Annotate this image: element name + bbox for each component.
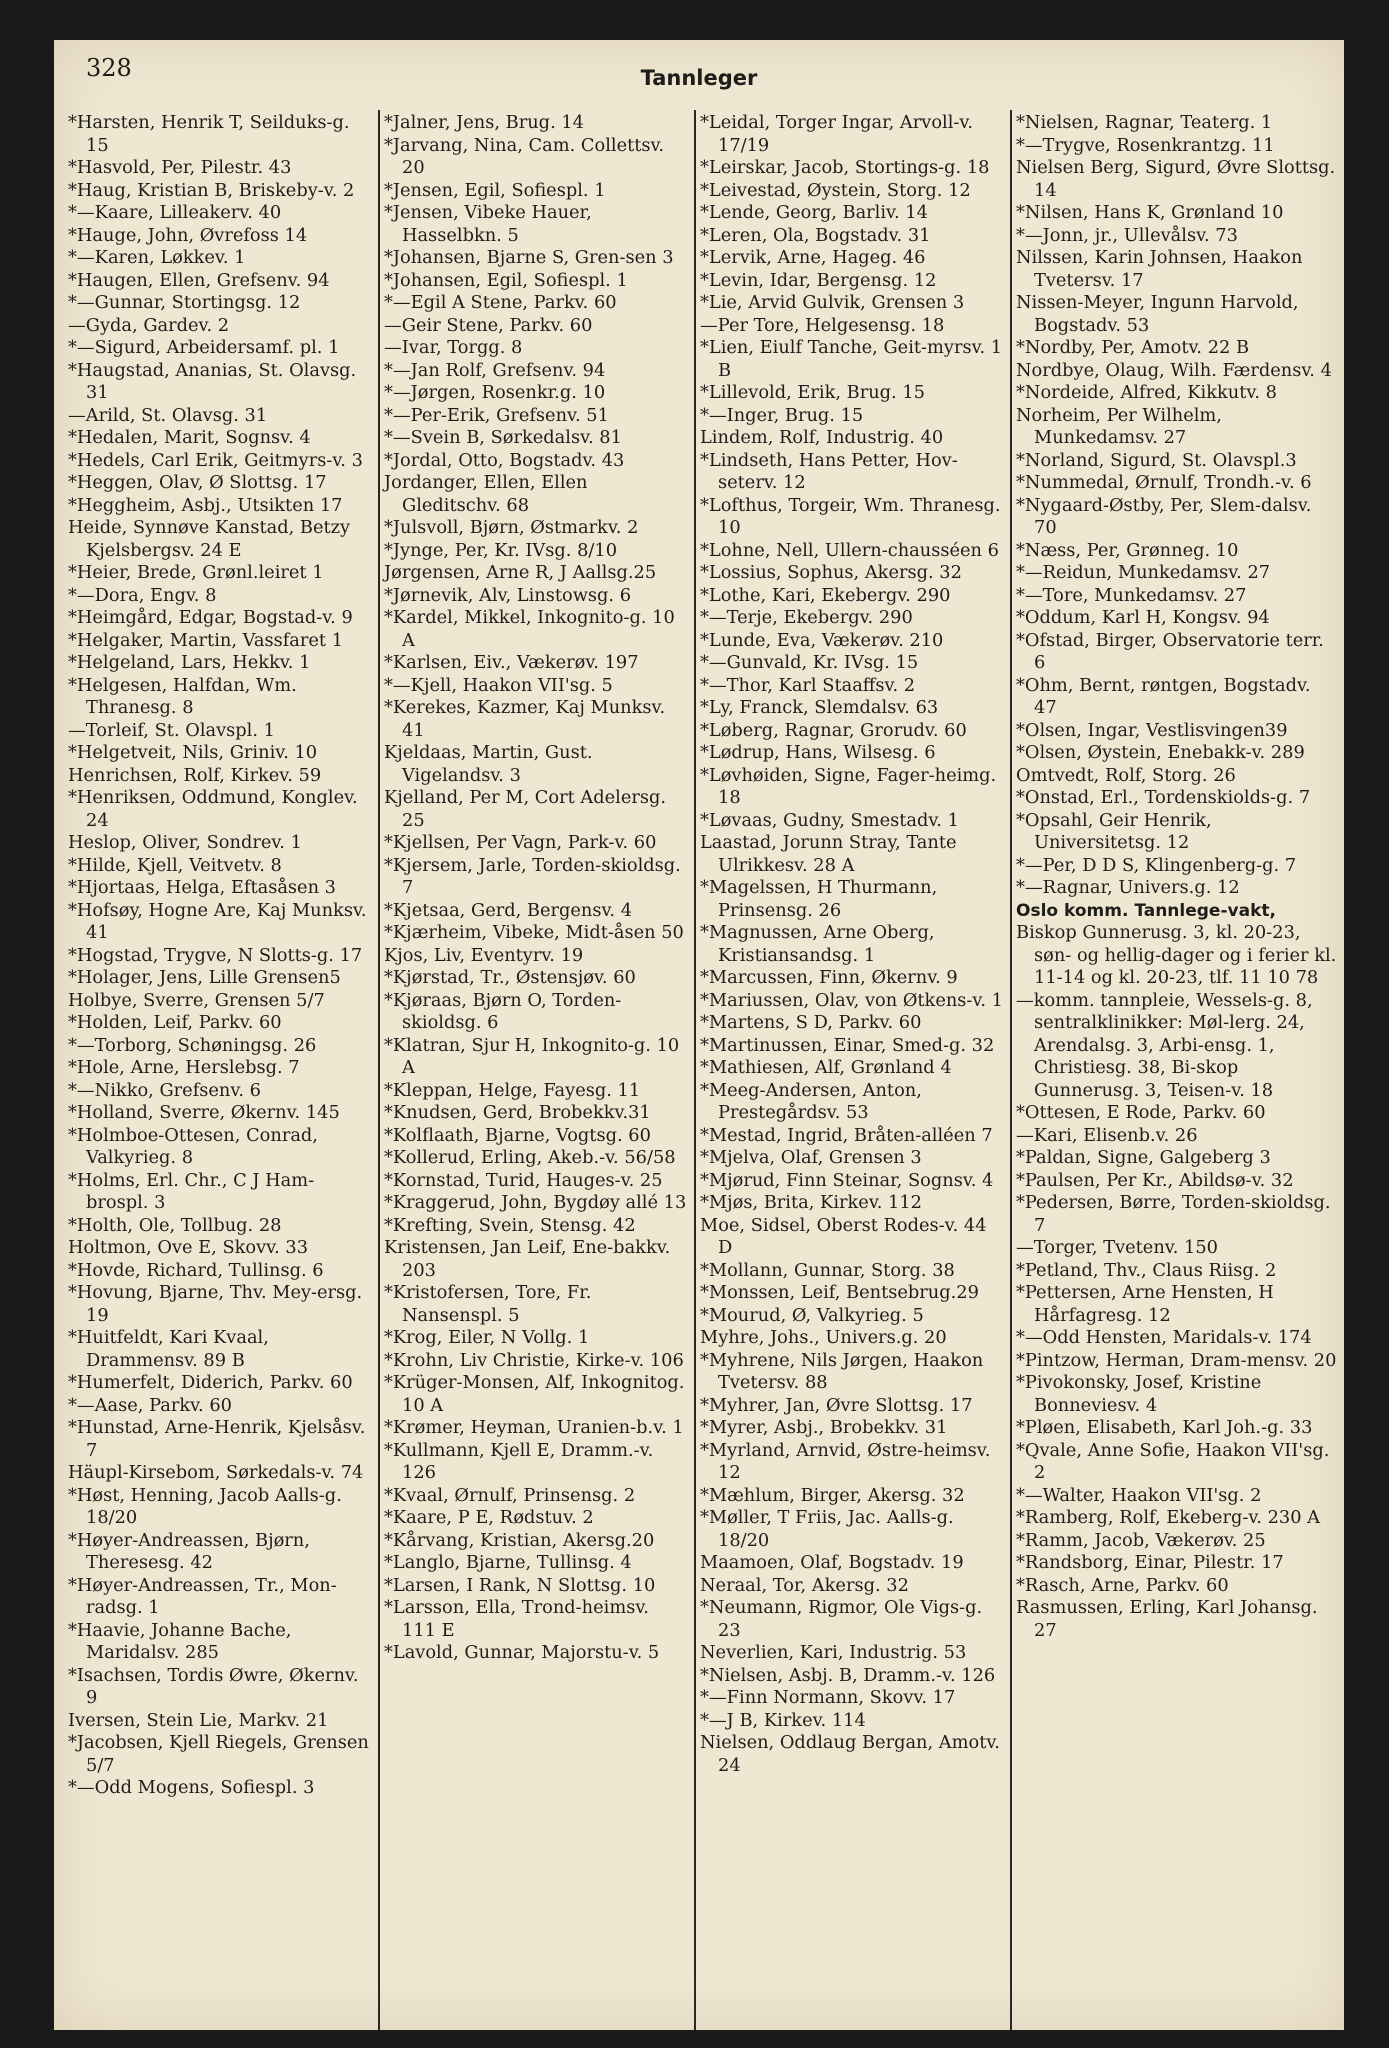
directory-entry: *Lien, Eiulf Tanche, Geit-myrsv. 1 B xyxy=(700,337,1008,381)
directory-entry: *Holden, Leif, Parkv. 60 xyxy=(68,1012,282,1033)
directory-entry: *Monssen, Leif, Bentsebrug.29 xyxy=(700,1282,979,1303)
directory-entry: *Levin, Idar, Bergensg. 12 xyxy=(700,269,937,291)
directory-entry: *—Terje, Ekebergv. 290 xyxy=(700,607,913,628)
directory-entry: *Holager, Jens, Lille Grensen5 xyxy=(68,967,341,988)
directory-entry: *Nygaard-Østby, Per, Slem-dalsv. 70 xyxy=(1016,494,1318,538)
directory-entry: Henrichsen, Rolf, Kirkev. 59 xyxy=(68,764,322,786)
directory-entry: *Ohm, Bernt, røntgen, Bogstadv. 47 xyxy=(1016,674,1317,718)
directory-entry: *Neumann, Rigmor, Ole Vigs-g. 23 xyxy=(700,1597,988,1641)
directory-entry: —Gyda, Gardev. 2 xyxy=(68,314,230,336)
directory-entry: *Heggen, Olav, Ø Slottsg. 17 xyxy=(68,472,327,493)
column-4 xyxy=(1016,112,1342,1642)
directory-entry: *Lavold, Gunnar, Majorstu-v. 5 xyxy=(384,1642,660,1663)
directory-entry: *Klatran, Sjur H, Inkognito-g. 10 A xyxy=(384,1034,685,1078)
directory-entry: *Kullmann, Kjell E, Dramm.-v. 126 xyxy=(384,1439,659,1483)
directory-entry: *Kjersem, Jarle, Torden-skioldsg. 7 xyxy=(384,854,687,898)
directory-entry: *Ramm, Jacob, Vækerøv. 25 xyxy=(1016,1529,1266,1551)
directory-entry: Moe, Sidsel, Oberst Rodes-v. 44 D xyxy=(700,1214,993,1258)
directory-entry: *—Dora, Engv. 8 xyxy=(68,584,217,606)
directory-entry: *Løvaas, Gudny, Smestadv. 1 xyxy=(700,809,959,831)
directory-entry: *Mourud, Ø, Valkyrieg. 5 xyxy=(700,1304,924,1326)
directory-entry: *Mollann, Gunnar, Storg. 38 xyxy=(700,1259,955,1281)
directory-entry: *Lothe, Kari, Ekebergv. 290 xyxy=(700,584,951,606)
directory-entry: *Larsen, I Rank, N Slottsg. 10 xyxy=(384,1574,656,1596)
directory-entry: *Jynge, Per, Kr. IVsg. 8/10 xyxy=(384,539,618,561)
directory-entry: —Arild, St. Olavsg. 31 xyxy=(68,404,268,426)
directory-entry: *Holland, Sverre, Økernv. 145 xyxy=(68,1102,340,1123)
directory-entry: Oslo komm. Tannlege-vakt, xyxy=(1016,900,1276,921)
directory-entry: *Nilsen, Hans K, Grønland 10 xyxy=(1016,202,1284,223)
directory-entry: Kristensen, Jan Leif, Ene-bakkv. 203 xyxy=(384,1237,676,1281)
directory-entry: *—Torborg, Schøningsg. 26 xyxy=(68,1034,317,1056)
directory-entry: *Marcussen, Finn, Økernv. 9 xyxy=(700,967,958,988)
directory-entry: *Meeg-Andersen, Anton, Prestegårdsv. 53 xyxy=(700,1079,928,1123)
directory-entry: Biskop Gunnerusg. 3, kl. 20-23, søn- og hellig-dager og i ferier kl. 11-14 og kl. 20-23, tlf. 11 10 78 xyxy=(1016,922,1342,988)
directory-entry: *—Ragnar, Univers.g. 12 xyxy=(1016,877,1240,898)
directory-page xyxy=(54,40,1344,2030)
directory-entry: *—Karen, Løkkev. 1 xyxy=(68,247,246,268)
directory-entry: *Myrer, Asbj., Brobekkv. 31 xyxy=(700,1417,948,1438)
column-3 xyxy=(700,112,1008,1777)
directory-entry: *Nordby, Per, Amotv. 22 B xyxy=(1016,337,1250,358)
directory-entry: *Møller, T Friis, Jac. Aalls-g. 18/20 xyxy=(700,1507,960,1551)
directory-entry: Nielsen Berg, Sigurd, Øvre Slottsg. 14 xyxy=(1016,157,1341,201)
directory-entry: Kjelland, Per M, Cort Adelersg. 25 xyxy=(384,787,672,831)
directory-entry: Maamoen, Olaf, Bogstadv. 19 xyxy=(700,1552,964,1573)
directory-entry: Neverlien, Kari, Industrig. 53 xyxy=(700,1642,967,1663)
directory-entry: *Nielsen, Asbj. B, Dramm.-v. 126 xyxy=(700,1664,996,1686)
directory-entry: *Ofstad, Birger, Observatorie terr. 6 xyxy=(1016,629,1330,673)
directory-entry: *Mariussen, Olav, von Øtkens-v. 1 xyxy=(700,989,1003,1011)
directory-entry: *Heimgård, Edgar, Bogstad-v. 9 xyxy=(68,607,353,628)
directory-entry: Holtmon, Ove E, Skovv. 33 xyxy=(68,1237,309,1258)
directory-entry: *Kornstad, Turid, Hauges-v. 25 xyxy=(384,1169,663,1191)
directory-entry: *Randsborg, Einar, Pilestr. 17 xyxy=(1016,1552,1284,1573)
directory-entry: *Nummedal, Ørnulf, Trondh.-v. 6 xyxy=(1016,472,1312,493)
directory-entry: *Langlo, Bjarne, Tullinsg. 4 xyxy=(384,1552,632,1573)
directory-entry: *Pivokonsky, Josef, Kristine Bonneviesv. 4 xyxy=(1016,1372,1267,1416)
directory-entry: *Hofsøy, Hogne Are, Kaj Munksv. 41 xyxy=(68,899,373,943)
directory-entry: *Qvale, Anne Sofie, Haakon VII'sg. 2 xyxy=(1016,1439,1336,1483)
directory-entry: *—Svein B, Sørkedalsv. 81 xyxy=(384,427,622,448)
directory-entry: —Kari, Elisenb.v. 26 xyxy=(1016,1124,1198,1146)
directory-entry: Lindem, Rolf, Industrig. 40 xyxy=(700,427,944,448)
directory-entry: *—Reidun, Munkedamsv. 27 xyxy=(1016,562,1271,583)
directory-entry: *Jacobsen, Kjell Riegels, Grensen 5/7 xyxy=(68,1732,375,1776)
directory-entry: *—Tore, Munkedamsv. 27 xyxy=(1016,584,1247,606)
column-divider xyxy=(694,110,696,2030)
directory-entry: Nordbye, Olaug, Wilh. Færdensv. 4 xyxy=(1016,359,1332,381)
directory-entry: *Huitfeldt, Kari Kvaal, Drammensv. 89 B xyxy=(68,1327,275,1371)
directory-entry: *—Jørgen, Rosenkr.g. 10 xyxy=(384,382,606,403)
directory-entry: *Harsten, Henrik T, Seilduks-g. 15 xyxy=(68,112,356,156)
directory-entry: Nilssen, Karin Johnsen, Haakon Tvetersv. 17 xyxy=(1016,247,1309,291)
directory-entry: *—Gunvald, Kr. IVsg. 15 xyxy=(700,652,919,673)
directory-entry: *—Kjell, Haakon VII'sg. 5 xyxy=(384,674,613,696)
directory-entry: *—Walter, Haakon VII'sg. 2 xyxy=(1016,1484,1262,1506)
directory-entry: *Kollerud, Erling, Akeb.-v. 56/58 xyxy=(384,1147,676,1168)
directory-entry: *Lossius, Sophus, Akersg. 32 xyxy=(700,562,962,583)
directory-entry: *Pettersen, Arne Hensten, H Hårfagresg. 12 xyxy=(1016,1282,1280,1326)
directory-entry: *Kaare, P E, Rødstuv. 2 xyxy=(384,1507,594,1528)
directory-entry: Myhre, Johs., Univers.g. 20 xyxy=(700,1327,947,1348)
directory-entry: *—Jonn, jr., Ullevålsv. 73 xyxy=(1016,224,1238,246)
directory-entry: *Magelssen, H Thurmann, Prinsensg. 26 xyxy=(700,877,943,921)
directory-entry: *Myrland, Arnvid, Østre-heimsv. 12 xyxy=(700,1439,997,1483)
directory-entry: *Holth, Ole, Tollbug. 28 xyxy=(68,1214,282,1236)
directory-entry: Heslop, Oliver, Sondrev. 1 xyxy=(68,832,302,853)
directory-entry: *Hedalen, Marit, Sognsv. 4 xyxy=(68,427,311,448)
directory-entry: *Knudsen, Gerd, Brobekkv.31 xyxy=(384,1102,651,1123)
directory-entry: *Leidal, Torger Ingar, Arvoll-v. 17/19 xyxy=(700,112,979,156)
directory-entry: *Kjærheim, Vibeke, Midt-åsen 50 xyxy=(384,922,684,943)
directory-entry: *—Thor, Karl Staaffsv. 2 xyxy=(700,674,916,696)
column-divider xyxy=(1010,110,1012,2030)
directory-entry: *Jalner, Jens, Brug. 14 xyxy=(384,112,584,133)
directory-entry: Rasmussen, Erling, Karl Johansg. 27 xyxy=(1016,1597,1324,1641)
directory-entry: Omtvedt, Rolf, Storg. 26 xyxy=(1016,764,1236,786)
directory-entry: *Mjørud, Finn Steinar, Sognsv. 4 xyxy=(700,1169,994,1191)
directory-entry: *Kjøraas, Bjørn O, Torden-skioldsg. 6 xyxy=(384,989,622,1033)
directory-entry: *Magnussen, Arne Oberg, Kristiansandsg. 1 xyxy=(700,922,941,966)
directory-entry: *—Per-Erik, Grefsenv. 51 xyxy=(384,404,609,426)
directory-entry: *—Aase, Parkv. 60 xyxy=(68,1394,232,1416)
directory-entry: *Høyer-Andreassen, Tr., Mon-radsg. 1 xyxy=(68,1574,337,1618)
directory-entry: *Olsen, Ingar, Vestlisvingen39 xyxy=(1016,719,1288,741)
directory-entry: *Ottesen, E Rode, Parkv. 60 xyxy=(1016,1102,1266,1123)
directory-entry: *Løvhøiden, Signe, Fager-heimg. 18 xyxy=(700,764,1002,808)
directory-entry: *Henriksen, Oddmund, Konglev. 24 xyxy=(68,787,364,831)
directory-entry: Nielsen, Oddlaug Bergan, Amotv. 24 xyxy=(700,1732,1006,1776)
directory-entry: *—Sigurd, Arbeidersamf. pl. 1 xyxy=(68,337,340,358)
directory-entry: *Krømer, Heyman, Uranien-b.v. 1 xyxy=(384,1417,684,1438)
page-title: Tannleger xyxy=(640,66,758,90)
directory-entry: —Per Tore, Helgesensg. 18 xyxy=(700,314,945,336)
directory-entry: *Leivestad, Øystein, Storg. 12 xyxy=(700,179,971,201)
directory-entry: *Kraggerud, John, Bygdøy allé 13 xyxy=(384,1192,687,1213)
directory-entry: *Hunstad, Arne-Henrik, Kjelsåsv. 7 xyxy=(68,1417,372,1461)
directory-entry: *Hogstad, Trygve, N Slotts-g. 17 xyxy=(68,944,363,966)
directory-entry: *Haug, Kristian B, Briskeby-v. 2 xyxy=(68,179,355,201)
directory-entry: *Petland, Thv., Claus Riisg. 2 xyxy=(1016,1259,1277,1281)
directory-entry: *Lohne, Nell, Ullern-chausséen 6 xyxy=(700,539,999,561)
directory-entry: *Julsvoll, Bjørn, Østmarkv. 2 xyxy=(384,517,639,538)
directory-entry: Kjos, Liv, Eventyrv. 19 xyxy=(384,944,584,966)
directory-entry: *Leirskar, Jacob, Stortings-g. 18 xyxy=(700,157,990,178)
directory-entry: *Pintzow, Herman, Dram-mensv. 20 xyxy=(1016,1349,1337,1371)
directory-entry: *Ly, Franck, Slemdalsv. 63 xyxy=(700,697,939,718)
directory-entry: *Haugstad, Ananias, St. Olavsg. 31 xyxy=(68,359,362,403)
directory-entry: Kjeldaas, Martin, Gust. Vigelandsv. 3 xyxy=(384,742,599,786)
directory-entry: Häupl-Kirsebom, Sørkedals-v. 74 xyxy=(68,1462,364,1483)
directory-entry: *Pedersen, Børre, Torden-skioldsg. 7 xyxy=(1016,1192,1337,1236)
directory-entry: *—Nikko, Grefsenv. 6 xyxy=(68,1079,261,1101)
directory-entry: *Myhrer, Jan, Øvre Slottsg. 17 xyxy=(700,1394,973,1416)
directory-entry: *Olsen, Øystein, Enebakk-v. 289 xyxy=(1016,742,1305,763)
directory-entry: *—J B, Kirkev. 114 xyxy=(700,1709,866,1731)
directory-entry: *Isachsen, Tordis Øwre, Økernv. 9 xyxy=(68,1664,365,1708)
directory-entry: *—Gunnar, Stortingsg. 12 xyxy=(68,292,301,313)
column-divider xyxy=(378,110,380,2030)
page-number: 328 xyxy=(86,54,132,82)
directory-entry: *Myhrene, Nils Jørgen, Haakon Tvetersv. 88 xyxy=(700,1349,989,1393)
directory-entry: *Kjellsen, Per Vagn, Park-v. 60 xyxy=(384,832,657,853)
directory-entry: —Ivar, Torgg. 8 xyxy=(384,337,523,358)
directory-entry: *Hedels, Carl Erik, Geitmyrs-v. 3 xyxy=(68,449,363,471)
directory-entry: *—Trygve, Rosenkrantzg. 11 xyxy=(1016,134,1275,156)
directory-entry: *—Inger, Brug. 15 xyxy=(700,404,864,426)
directory-entry: *Krüger-Monsen, Alf, Inkognitog. 10 A xyxy=(384,1372,691,1416)
directory-entry: *Pløen, Elisabeth, Karl Joh.-g. 33 xyxy=(1016,1417,1313,1438)
directory-entry: *Lervik, Arne, Hageg. 46 xyxy=(700,247,926,268)
directory-entry: Laastad, Jorunn Stray, Tante Ulrikkesv. 28 A xyxy=(700,832,963,876)
directory-entry: *Hovde, Richard, Tullinsg. 6 xyxy=(68,1259,324,1281)
directory-entry: *Haavie, Johanne Bache, Maridalsv. 285 xyxy=(68,1619,298,1663)
directory-entry: *Lunde, Eva, Vækerøv. 210 xyxy=(700,629,944,651)
directory-entry: *Kardel, Mikkel, Inkognito-g. 10 A xyxy=(384,607,681,651)
directory-entry: *Løberg, Ragnar, Grorudv. 60 xyxy=(700,719,967,741)
directory-entry: *Kolflaath, Bjarne, Vogtsg. 60 xyxy=(384,1124,651,1146)
directory-entry: *Kerekes, Kazmer, Kaj Munksv. 41 xyxy=(384,697,671,741)
directory-entry: *—Finn Normann, Skovv. 17 xyxy=(700,1687,956,1708)
column-2 xyxy=(384,112,691,1665)
directory-entry: *Norland, Sigurd, St. Olavspl.3 xyxy=(1016,449,1297,471)
directory-entry: Jordanger, Ellen, Ellen Gleditschv. 68 xyxy=(384,472,594,516)
directory-entry: *Holmboe-Ottesen, Conrad, Valkyrieg. 8 xyxy=(68,1124,324,1168)
directory-entry: *Kristofersen, Tore, Fr. Nansenspl. 5 xyxy=(384,1282,598,1326)
directory-entry: *Paldan, Signe, Galgeberg 3 xyxy=(1016,1147,1271,1168)
directory-entry: *Kårvang, Kristian, Akersg.20 xyxy=(384,1529,655,1551)
directory-entry: —Torleif, St. Olavspl. 1 xyxy=(68,719,275,741)
directory-entry: —Geir Stene, Parkv. 60 xyxy=(384,314,593,336)
directory-entry: *Høyer-Andreassen, Bjørn, Theresesg. 42 xyxy=(68,1529,316,1573)
directory-entry: *Ramberg, Rolf, Ekeberg-v. 230 A xyxy=(1016,1507,1321,1528)
directory-entry: —komm. tannpleie, Wessels-g. 8, sentralklinikker: Møl-lerg. 24, Arendalsg. 3, Arbi-ensg. 1, Christiesg. 38, Bi-skop Gunnerusg. 3, Teisen-v. 18 xyxy=(1016,989,1319,1101)
directory-entry: *Heier, Brede, Grønl.leiret 1 xyxy=(68,562,324,583)
directory-entry: *Jørnevik, Alv, Linstowsg. 6 xyxy=(384,584,632,606)
directory-entry: *Martens, S D, Parkv. 60 xyxy=(700,1012,922,1033)
directory-entry: Nissen-Meyer, Ingunn Harvold, Bogstadv. 53 xyxy=(1016,292,1305,336)
directory-entry: *Lindseth, Hans Petter, Hov-seterv. 12 xyxy=(700,449,958,493)
directory-entry: *Rasch, Arne, Parkv. 60 xyxy=(1016,1574,1229,1596)
directory-entry: *Krohn, Liv Christie, Kirke-v. 106 xyxy=(384,1349,684,1371)
directory-entry: *—Egil A Stene, Parkv. 60 xyxy=(384,292,617,313)
directory-entry: *—Per, D D S, Klingenberg-g. 7 xyxy=(1016,854,1297,876)
directory-entry: *Haugen, Ellen, Grefsenv. 94 xyxy=(68,269,330,291)
directory-entry: *Lofthus, Torgeir, Wm. Thranesg. 10 xyxy=(700,494,1007,538)
directory-entry: *—Jan Rolf, Grefsenv. 94 xyxy=(384,359,606,381)
directory-entry: *Kleppan, Helge, Fayesg. 11 xyxy=(384,1079,641,1101)
directory-entry: Neraal, Tor, Akersg. 32 xyxy=(700,1574,909,1596)
directory-entry: *Oddum, Karl H, Kongsv. 94 xyxy=(1016,607,1270,628)
directory-entry: *Humerfelt, Diderich, Parkv. 60 xyxy=(68,1372,353,1393)
directory-entry: *Paulsen, Per Kr., Abildsø-v. 32 xyxy=(1016,1169,1294,1191)
directory-entry: *Helgesen, Halfdan, Wm. Thranesg. 8 xyxy=(68,674,303,718)
directory-entry: *—Odd Hensten, Maridals-v. 174 xyxy=(1016,1327,1312,1348)
directory-entry: *Leren, Ola, Bogstadv. 31 xyxy=(700,224,931,246)
directory-entry: *Kvaal, Ørnulf, Prinsensg. 2 xyxy=(384,1484,636,1506)
directory-entry: *Hauge, John, Øvrefoss 14 xyxy=(68,224,308,246)
directory-entry: *Lillevold, Erik, Brug. 15 xyxy=(700,382,925,403)
directory-entry: *Krog, Eiler, N Vollg. 1 xyxy=(384,1327,590,1348)
directory-entry: *Kjetsaa, Gerd, Bergensv. 4 xyxy=(384,899,633,921)
directory-entry: Norheim, Per Wilhelm, Munkedamsv. 27 xyxy=(1016,404,1228,448)
directory-entry: Heide, Synnøve Kanstad, Betzy Kjelsbergsv. 24 E xyxy=(68,517,356,561)
directory-entry: *Jarvang, Nina, Cam. Collettsv. 20 xyxy=(384,134,670,178)
page-header xyxy=(54,40,1344,92)
directory-entry: *Hilde, Kjell, Veitvetv. 8 xyxy=(68,854,282,876)
directory-entry: *Martinussen, Einar, Smed-g. 32 xyxy=(700,1034,995,1056)
directory-entry: *Næss, Per, Grønneg. 10 xyxy=(1016,539,1239,561)
directory-entry: *Nordeide, Alfred, Kikkutv. 8 xyxy=(1016,382,1277,403)
directory-entry: *Hjortaas, Helga, Eftasåsen 3 xyxy=(68,877,336,898)
directory-entry: *—Kaare, Lilleakerv. 40 xyxy=(68,202,282,223)
directory-entry: *Hasvold, Per, Pilestr. 43 xyxy=(68,157,292,178)
directory-entry: *Hovung, Bjarne, Thv. Mey-ersg. 19 xyxy=(68,1282,368,1326)
directory-entry: *Jordal, Otto, Bogstadv. 43 xyxy=(384,449,625,471)
directory-entry: *Mestad, Ingrid, Bråten-alléen 7 xyxy=(700,1124,993,1146)
directory-entry: *Onstad, Erl., Tordenskiolds-g. 7 xyxy=(1016,787,1311,808)
directory-entry: Jørgensen, Arne R, J Aallsg.25 xyxy=(384,562,657,583)
directory-entry: *Larsson, Ella, Trond-heimsv. 111 E xyxy=(384,1597,655,1641)
directory-entry: *Mathiesen, Alf, Grønland 4 xyxy=(700,1057,952,1078)
directory-entry: —Torger, Tvetenv. 150 xyxy=(1016,1237,1218,1258)
directory-entry: *Johansen, Bjarne S, Gren-sen 3 xyxy=(384,247,674,268)
column-1 xyxy=(68,112,375,1800)
directory-entry: *Krefting, Svein, Stensg. 42 xyxy=(384,1214,636,1236)
directory-entry: *Mjelva, Olaf, Grensen 3 xyxy=(700,1147,922,1168)
directory-entry: Holbye, Sverre, Grensen 5/7 xyxy=(68,989,325,1011)
directory-entry: *Lie, Arvid Gulvik, Grensen 3 xyxy=(700,292,965,313)
directory-entry: *Holms, Erl. Chr., C J Ham-brospl. 3 xyxy=(68,1169,315,1213)
directory-entry: *Lødrup, Hans, Wilsesg. 6 xyxy=(700,742,936,763)
directory-entry: *Helgetveit, Nils, Griniv. 10 xyxy=(68,742,318,763)
directory-entry: Iversen, Stein Lie, Markv. 21 xyxy=(68,1709,329,1731)
directory-entry: *Karlsen, Eiv., Vækerøv. 197 xyxy=(384,652,639,673)
directory-entry: *Jensen, Egil, Sofiespl. 1 xyxy=(384,179,606,201)
directory-entry: *Johansen, Egil, Sofiespl. 1 xyxy=(384,269,628,291)
directory-entry: *Heggheim, Asbj., Utsikten 17 xyxy=(68,494,343,516)
directory-entry: *Mjøs, Brita, Kirkev. 112 xyxy=(700,1192,922,1213)
directory-entry: *Jensen, Vibeke Hauer, Hasselbkn. 5 xyxy=(384,202,598,246)
directory-entry: *Nielsen, Ragnar, Teaterg. 1 xyxy=(1016,112,1273,133)
directory-entry: *—Odd Mogens, Sofiespl. 3 xyxy=(68,1777,315,1798)
directory-entry: *Lende, Georg, Barliv. 14 xyxy=(700,202,928,223)
directory-entry: *Høst, Henning, Jacob Aalls-g. 18/20 xyxy=(68,1484,348,1528)
directory-entry: *Mæhlum, Birger, Akersg. 32 xyxy=(700,1484,965,1506)
directory-entry: *Opsahl, Geir Henrik, Universitetsg. 12 xyxy=(1016,809,1218,853)
directory-entry: *Kjørstad, Tr., Østensjøv. 60 xyxy=(384,967,636,988)
directory-entry: *Hole, Arne, Herslebsg. 7 xyxy=(68,1057,300,1078)
directory-entry: *Helgeland, Lars, Hekkv. 1 xyxy=(68,652,311,673)
directory-entry: *Helgaker, Martin, Vassfaret 1 xyxy=(68,629,344,651)
